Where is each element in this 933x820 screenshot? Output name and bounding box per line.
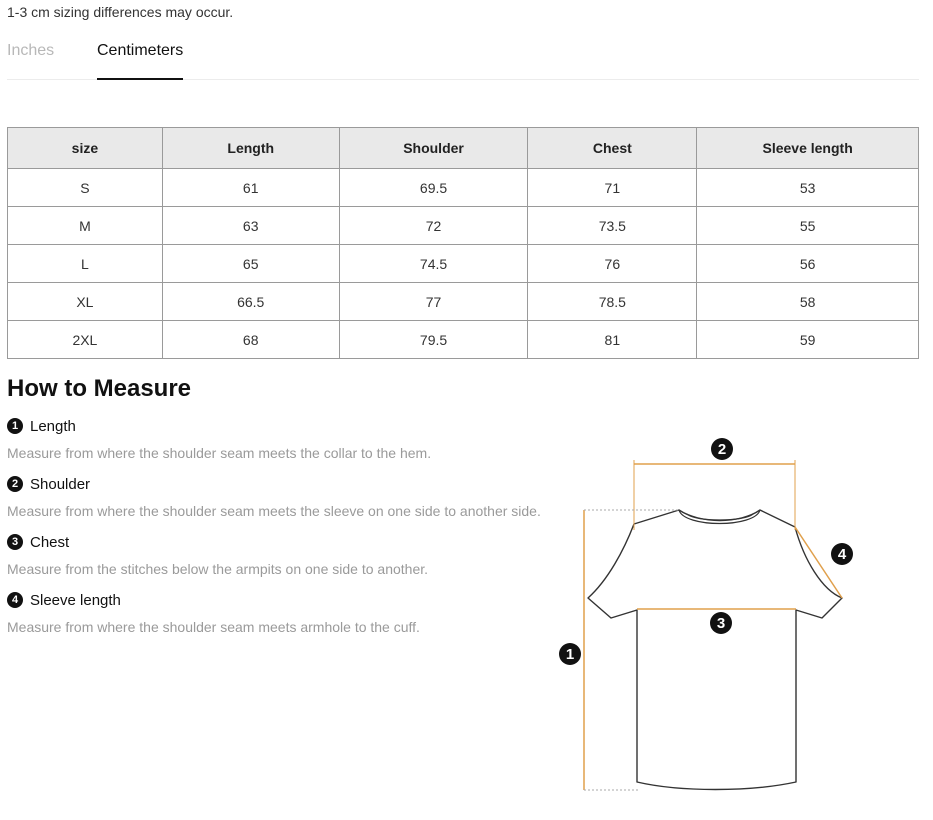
step-description: Measure from where the shoulder seam meets the collar to the hem.: [7, 445, 432, 461]
size-chart-table: [7, 127, 919, 359]
table-row: [8, 321, 919, 359]
marker-1: [559, 643, 581, 665]
step-label: Chest: [30, 533, 70, 551]
cell-sleeve-length: 56: [697, 245, 919, 283]
svg-text:2: 2: [717, 441, 727, 458]
tshirt-measure-diagram: [550, 430, 870, 810]
header-shoulder: Shoulder: [339, 128, 528, 169]
table-row: [8, 169, 919, 207]
measure-step-length: [7, 416, 431, 461]
cell-length: 68: [162, 321, 339, 359]
number-badge-icon: 3: [7, 534, 23, 550]
cell-sleeve-length: 58: [697, 283, 919, 321]
tshirt-icon: [588, 510, 842, 790]
number-badge-icon: 4: [7, 592, 23, 608]
cell-shoulder: 74.5: [339, 245, 528, 283]
sleeve-measure-line: [795, 527, 842, 598]
cell-chest: 71: [528, 169, 697, 207]
number-badge-icon: 2: [7, 476, 23, 492]
number-badge-icon: 1: [7, 418, 23, 434]
measure-step-chest: [7, 532, 428, 577]
measure-step-sleeve-length: [7, 590, 420, 635]
cell-size: S: [8, 169, 163, 207]
step-description: Measure from the stitches below the armpits on one side to another.: [7, 561, 429, 577]
cell-chest: 78.5: [528, 283, 697, 321]
table-row: [8, 283, 919, 321]
tab-centimeters[interactable]: Centimeters: [97, 42, 183, 80]
tab-inches[interactable]: Inches: [7, 42, 55, 59]
table-header-row: [8, 128, 919, 169]
cell-chest: 76: [528, 245, 697, 283]
cell-chest: 81: [528, 321, 697, 359]
header-sleeve-length: Sleeve length: [697, 128, 919, 169]
collar-icon: [679, 510, 760, 524]
cell-chest: 73.5: [528, 207, 697, 245]
cell-shoulder: 77: [339, 283, 528, 321]
svg-text:1: 1: [565, 646, 575, 663]
cell-sleeve-length: 53: [697, 169, 919, 207]
cell-sleeve-length: 59: [697, 321, 919, 359]
sizing-note: 1-3 cm sizing differences may occur.: [7, 4, 234, 20]
cell-size: 2XL: [8, 321, 163, 359]
header-length: Length: [162, 128, 339, 169]
measure-step-shoulder: [7, 474, 541, 519]
cell-length: 65: [162, 245, 339, 283]
header-chest: Chest: [528, 128, 697, 169]
step-description: Measure from where the shoulder seam meets armhole to the cuff.: [7, 619, 420, 635]
marker-2: [711, 438, 733, 460]
table-row: [8, 245, 919, 283]
cell-size: L: [8, 245, 163, 283]
svg-text:3: 3: [716, 615, 726, 632]
cell-size: M: [8, 207, 163, 245]
table-row: [8, 207, 919, 245]
svg-text:4: 4: [837, 546, 847, 563]
cell-shoulder: 69.5: [339, 169, 528, 207]
header-size: size: [8, 128, 163, 169]
how-to-measure-title: How to Measure: [7, 375, 192, 402]
step-description: Measure from where the shoulder seam meets the sleeve on one side to another side.: [7, 503, 541, 519]
cell-shoulder: 72: [339, 207, 528, 245]
step-label: Length: [30, 417, 76, 435]
cell-length: 66.5: [162, 283, 339, 321]
marker-3: [710, 612, 732, 634]
cell-sleeve-length: 55: [697, 207, 919, 245]
step-label: Shoulder: [30, 475, 91, 493]
cell-shoulder: 79.5: [339, 321, 528, 359]
cell-length: 63: [162, 207, 339, 245]
unit-tabs: [7, 42, 919, 80]
marker-4: [831, 543, 853, 565]
cell-length: 61: [162, 169, 339, 207]
step-label: Sleeve length: [30, 591, 121, 609]
cell-size: XL: [8, 283, 163, 321]
